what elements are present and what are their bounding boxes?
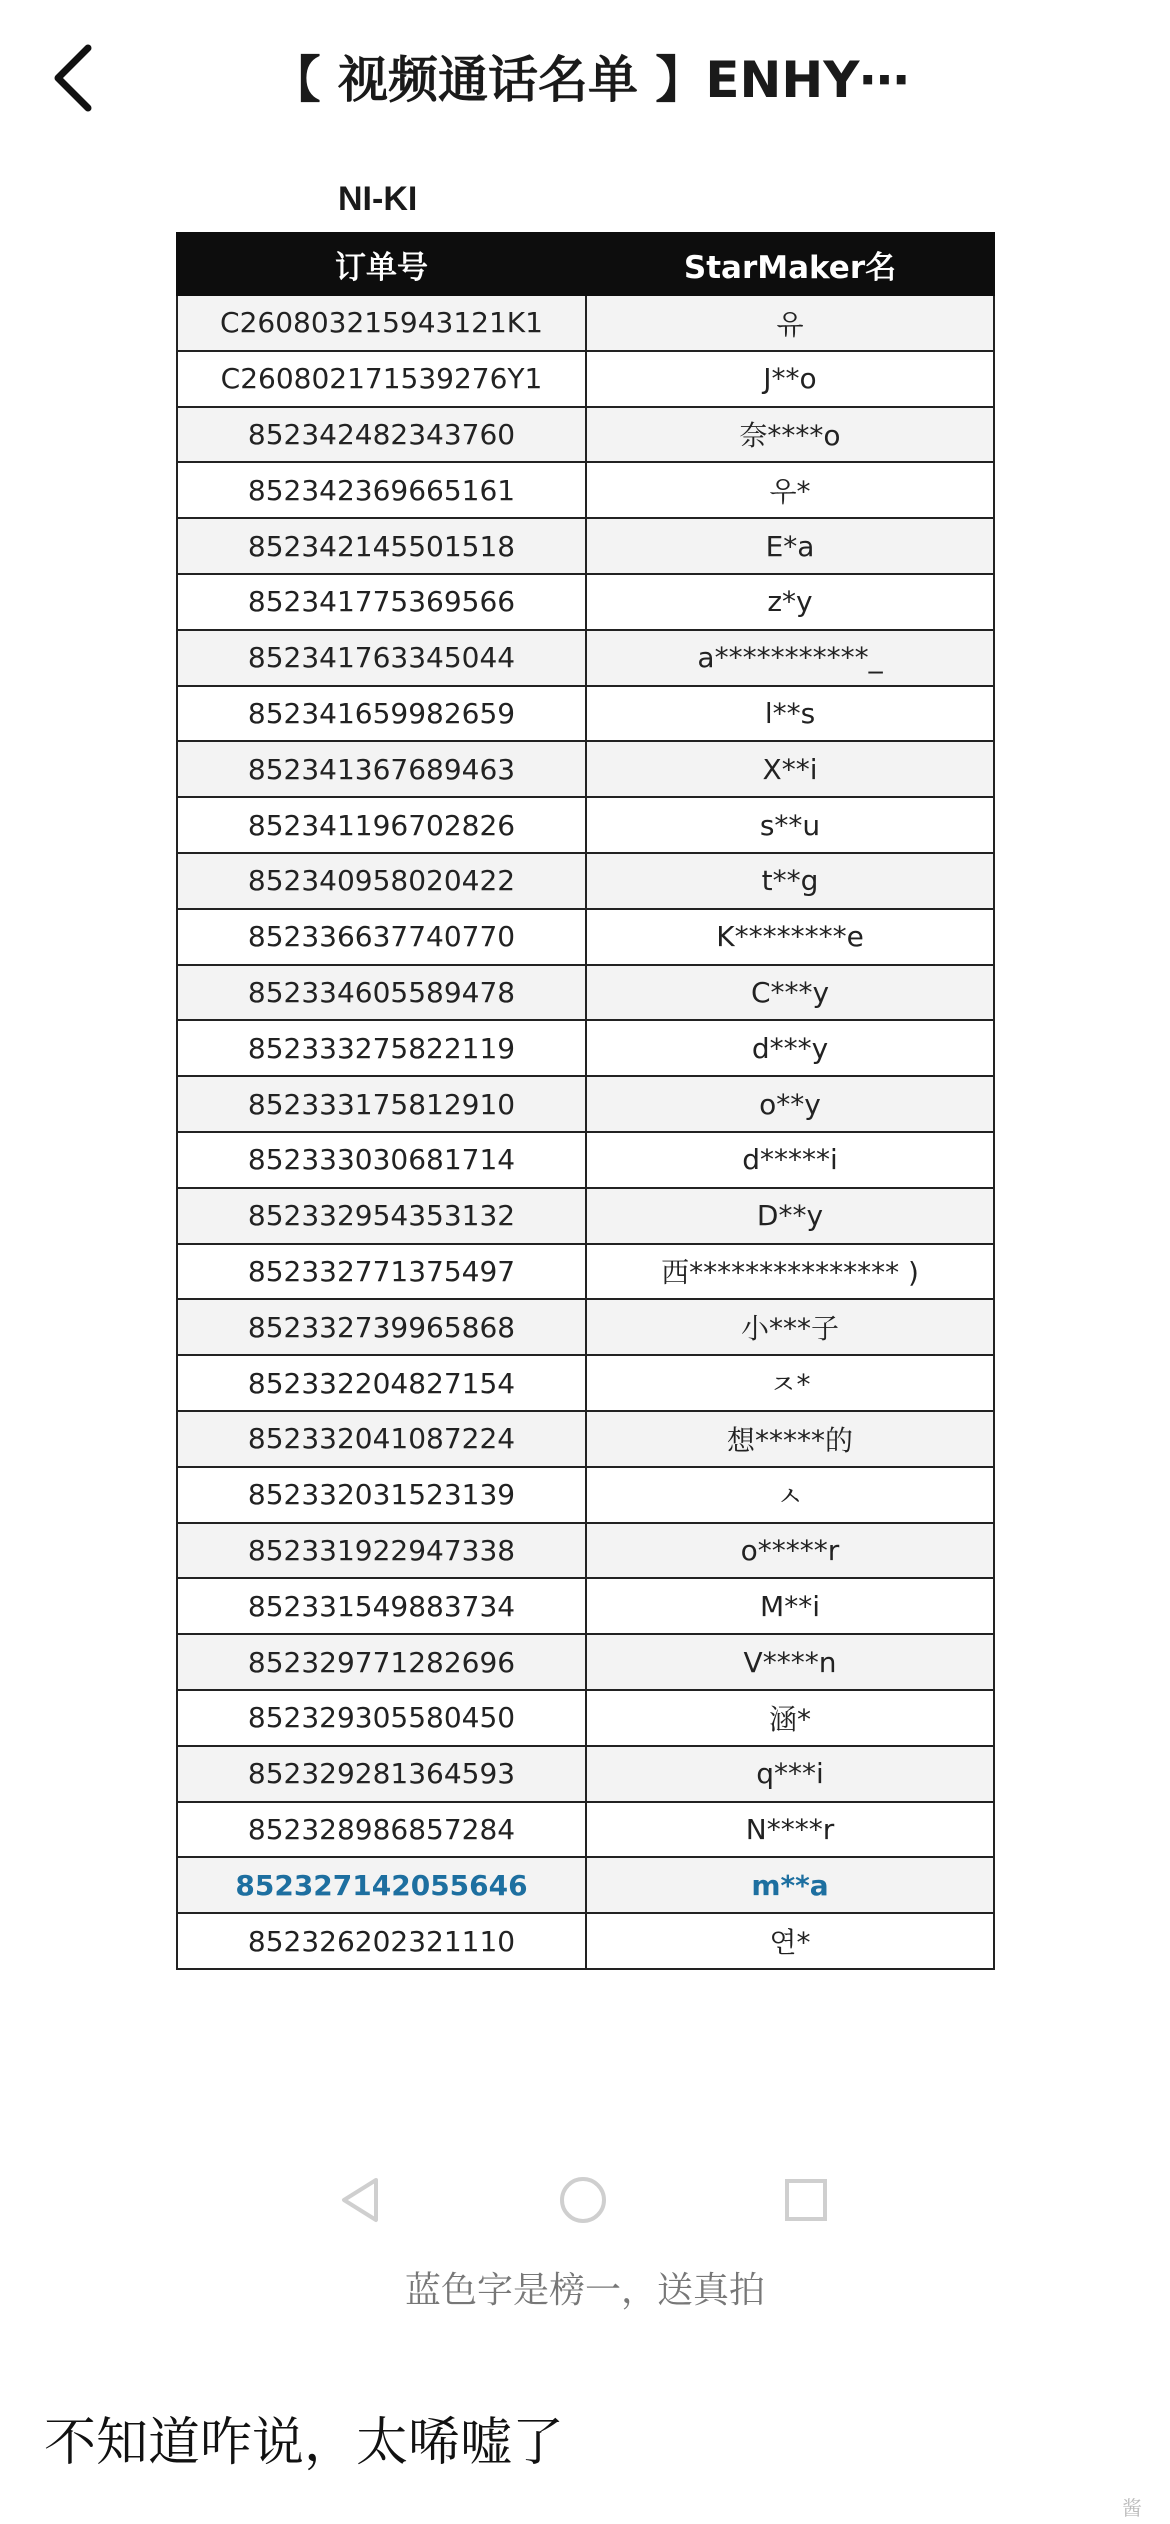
starmaker-name-cell: D**y: [586, 1188, 994, 1244]
order-number-cell: 852333030681714: [177, 1132, 586, 1188]
starmaker-name-cell: 奈****o: [586, 407, 994, 463]
table-row: [177, 1299, 994, 1355]
starmaker-name-cell: z*y: [586, 574, 994, 630]
table-row: [177, 1634, 994, 1690]
table-row: [177, 518, 994, 574]
table-row: [177, 1690, 994, 1746]
watermark: 酱: [1122, 2496, 1142, 2520]
order-number-cell: 852327142055646: [177, 1857, 586, 1913]
table-row: [177, 797, 994, 853]
table-row: [177, 1020, 994, 1076]
starmaker-name-cell: o**y: [586, 1076, 994, 1132]
nav-recent-button[interactable]: [776, 2170, 836, 2230]
order-number-cell: 852341659982659: [177, 686, 586, 742]
nav-back-button[interactable]: [330, 2170, 390, 2230]
table-row: [177, 1355, 994, 1411]
table-row: [177, 1076, 994, 1132]
starmaker-name-cell: q***i: [586, 1746, 994, 1802]
order-number-cell: 852328986857284: [177, 1802, 586, 1858]
column-header-order: 订单号: [177, 233, 586, 295]
starmaker-name-cell: ㅈ*: [586, 1355, 994, 1411]
table-row: [177, 1913, 994, 1969]
order-number-cell: 852332739965868: [177, 1299, 586, 1355]
order-number-cell: 852326202321110: [177, 1913, 586, 1969]
order-number-cell: 852332041087224: [177, 1411, 586, 1467]
table-row: [177, 965, 994, 1021]
order-number-cell: 852329305580450: [177, 1690, 586, 1746]
table-row: [177, 686, 994, 742]
starmaker-name-cell: V****n: [586, 1634, 994, 1690]
table-row: [177, 1523, 994, 1579]
order-number-cell: C260803215943121K1: [177, 295, 586, 351]
table-header-row: [177, 233, 994, 295]
order-number-cell: 852341196702826: [177, 797, 586, 853]
starmaker-name-cell: C***y: [586, 965, 994, 1021]
starmaker-name-cell: d***y: [586, 1020, 994, 1076]
order-number-cell: 852333275822119: [177, 1020, 586, 1076]
order-number-cell: 852331922947338: [177, 1523, 586, 1579]
table-row: [177, 1411, 994, 1467]
back-button[interactable]: [40, 38, 110, 118]
table-row: [177, 1244, 994, 1300]
order-number-cell: 852329771282696: [177, 1634, 586, 1690]
order-number-cell: 852334605589478: [177, 965, 586, 1021]
table-row: [177, 1746, 994, 1802]
starmaker-name-cell: K********e: [586, 909, 994, 965]
starmaker-name-cell: l**s: [586, 686, 994, 742]
starmaker-name-cell: 연*: [586, 1913, 994, 1969]
table-row: [177, 351, 994, 407]
starmaker-name-cell: s**u: [586, 797, 994, 853]
order-number-cell: 852341775369566: [177, 574, 586, 630]
order-number-cell: 852340958020422: [177, 853, 586, 909]
starmaker-name-cell: J**o: [586, 351, 994, 407]
table-row: [177, 574, 994, 630]
nav-home-button[interactable]: [553, 2170, 613, 2230]
order-number-cell: 852331549883734: [177, 1578, 586, 1634]
square-recent-icon: [776, 2170, 836, 2230]
starmaker-name-cell: M**i: [586, 1578, 994, 1634]
table-row: [177, 407, 994, 463]
table-row: [177, 295, 994, 351]
order-number-cell: 852342369665161: [177, 462, 586, 518]
table-row: [177, 1467, 994, 1523]
order-number-cell: 852336637740770: [177, 909, 586, 965]
starmaker-name-cell: a***********_: [586, 630, 994, 686]
starmaker-name-cell: o*****r: [586, 1523, 994, 1579]
starmaker-name-cell: 유: [586, 295, 994, 351]
starmaker-name-cell: ㅅ: [586, 1467, 994, 1523]
order-table: [176, 232, 995, 1970]
table-row: [177, 462, 994, 518]
starmaker-name-cell: N****r: [586, 1802, 994, 1858]
image-caption: 蓝色字是榜一，送真拍: [404, 2270, 765, 2311]
top-bar: [0, 0, 1170, 160]
column-header-name: StarMaker名: [586, 233, 994, 295]
table-row: [177, 630, 994, 686]
starmaker-name-cell: 西*************** ): [586, 1244, 994, 1300]
table-row: [177, 1188, 994, 1244]
order-number-cell: C260802171539276Y1: [177, 351, 586, 407]
starmaker-name-cell: d*****i: [586, 1132, 994, 1188]
table-label: NI-KI: [338, 180, 418, 218]
order-number-cell: 852342482343760: [177, 407, 586, 463]
triangle-back-icon: [330, 2170, 390, 2230]
starmaker-name-cell: 小***子: [586, 1299, 994, 1355]
order-number-cell: 852329281364593: [177, 1746, 586, 1802]
table-row: [177, 1132, 994, 1188]
system-nav-bar: [0, 2130, 1170, 2260]
table-row: [177, 1578, 994, 1634]
table-row: [177, 909, 994, 965]
starmaker-name-cell: E*a: [586, 518, 994, 574]
starmaker-name-cell: t**g: [586, 853, 994, 909]
order-number-cell: 852341367689463: [177, 741, 586, 797]
starmaker-name-cell: 涵*: [586, 1690, 994, 1746]
order-table-image: [176, 232, 993, 1970]
table-row: [177, 853, 994, 909]
order-number-cell: 852332771375497: [177, 1244, 586, 1300]
page-title: 【 视频通话名单 】ENHY⋯: [270, 51, 910, 109]
post-comment-text: 不知道咋说，太唏嘘了: [44, 2413, 565, 2473]
order-number-cell: 852342145501518: [177, 518, 586, 574]
table-row: [177, 1857, 994, 1913]
chevron-left-icon: [40, 38, 110, 118]
order-number-cell: 852341763345044: [177, 630, 586, 686]
starmaker-name-cell: m**a: [586, 1857, 994, 1913]
starmaker-name-cell: 想*****的: [586, 1411, 994, 1467]
starmaker-name-cell: X**i: [586, 741, 994, 797]
table-row: [177, 1802, 994, 1858]
order-number-cell: 852332954353132: [177, 1188, 586, 1244]
order-number-cell: 852333175812910: [177, 1076, 586, 1132]
order-number-cell: 852332031523139: [177, 1467, 586, 1523]
table-row: [177, 741, 994, 797]
table-body: [177, 295, 994, 1969]
starmaker-name-cell: 우*: [586, 462, 994, 518]
circle-home-icon: [553, 2170, 613, 2230]
order-number-cell: 852332204827154: [177, 1355, 586, 1411]
